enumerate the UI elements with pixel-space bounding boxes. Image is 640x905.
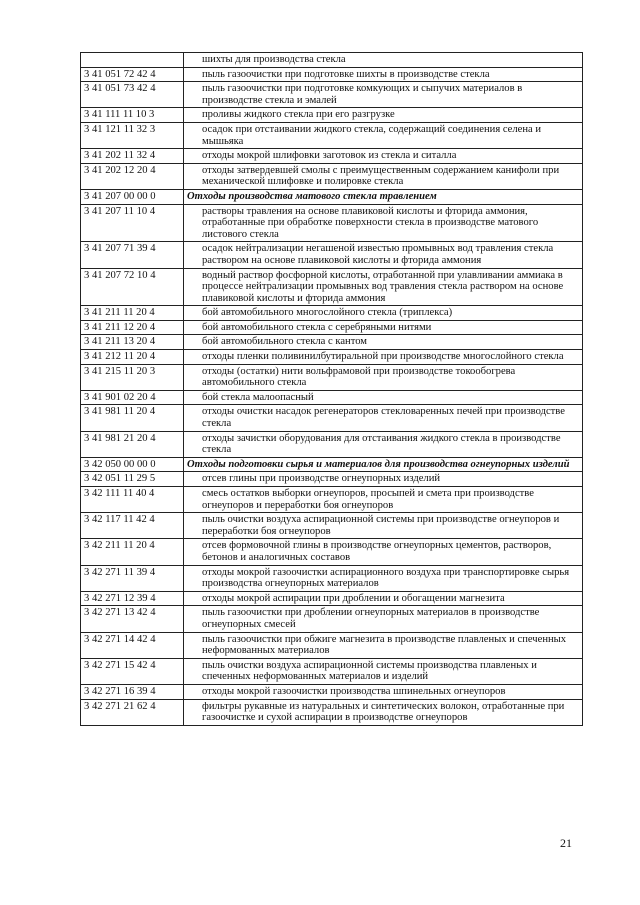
- waste-description-cell: пыль газоочистки при подготовке шихты в производстве стекла: [184, 67, 583, 82]
- waste-description-cell: осадок нейтрализации негашеной известью промывных вод травления стекла раствором на основе плавиковой кислоты и фторида аммония: [184, 242, 583, 268]
- waste-description-cell: отходы зачистки оборудования для отстаивания жидкого стекла в производстве стекла: [184, 431, 583, 457]
- waste-code-cell: 3 42 051 11 29 5: [81, 472, 184, 487]
- waste-description-cell: отсев формовочной глины в производстве огнеупорных цементов, растворов, бетонов и аналогичных составов: [184, 539, 583, 565]
- table-row: [81, 82, 583, 108]
- waste-code-cell: 3 41 981 11 20 4: [81, 405, 184, 431]
- waste-code-cell: 3 41 207 11 10 4: [81, 204, 184, 242]
- waste-code-cell: 3 41 202 12 20 4: [81, 163, 184, 189]
- page-number: 21: [560, 836, 572, 850]
- waste-code-cell: 3 41 215 11 20 3: [81, 364, 184, 390]
- waste-description-cell: бой автомобильного многослойного стекла (триплекса): [184, 306, 583, 321]
- waste-description-cell: пыль газоочистки при подготовке комкующих и сыпучих материалов в производстве стекла и эмалей: [184, 82, 583, 108]
- waste-description-cell: пыль газоочистки при дроблении огнеупорных материалов в производстве огнеупорных смесей: [184, 606, 583, 632]
- table-row: [81, 67, 583, 82]
- waste-code-cell: 3 41 202 11 32 4: [81, 149, 184, 164]
- waste-code-cell: 3 41 051 72 42 4: [81, 67, 184, 82]
- waste-description-cell: бой автомобильного стекла с кантом: [184, 335, 583, 350]
- table-row: [81, 405, 583, 431]
- waste-description-cell: отходы мокрой шлифовки заготовок из стекла и ситалла: [184, 149, 583, 164]
- table-row: [81, 487, 583, 513]
- waste-code-cell: 3 42 271 11 39 4: [81, 565, 184, 591]
- table-body: [81, 53, 583, 726]
- waste-description-cell: смесь остатков выборки огнеупоров, просыпей и смета при производстве огнеупоров и переработки боя огнеупоров: [184, 487, 583, 513]
- waste-description-cell: пыль очистки воздуха аспирационной системы при производстве огнеупоров и переработки боя огнеупоров: [184, 513, 583, 539]
- table-row: [81, 335, 583, 350]
- table-row: [81, 565, 583, 591]
- waste-code-cell: 3 42 271 15 42 4: [81, 658, 184, 684]
- waste-code-cell: 3 41 121 11 32 3: [81, 122, 184, 148]
- waste-description-cell: шихты для производства стекла: [184, 53, 583, 68]
- waste-code-cell: 3 41 207 72 10 4: [81, 268, 184, 306]
- waste-code-cell: 3 42 271 14 42 4: [81, 632, 184, 658]
- waste-code-cell: 3 41 211 13 20 4: [81, 335, 184, 350]
- table-row: [81, 658, 583, 684]
- table-row: [81, 364, 583, 390]
- table-group-row: [81, 189, 583, 204]
- waste-description-cell: отходы (остатки) нити вольфрамовой при производстве токообогрева автомобильного стекла: [184, 364, 583, 390]
- waste-description-cell: бой стекла малоопасный: [184, 390, 583, 405]
- waste-description-cell: бой автомобильного стекла с серебряными нитями: [184, 320, 583, 335]
- waste-code-cell: 3 41 211 11 20 4: [81, 306, 184, 321]
- waste-description-cell: растворы травления на основе плавиковой кислоты и фторида аммония, отработанные при обработке поверхности стекла в производстве матового листового стекла: [184, 204, 583, 242]
- waste-description-cell: пыль газоочистки при обжиге магнезита в производстве плавленых и спеченных неформованных материалов: [184, 632, 583, 658]
- waste-code-cell: 3 41 981 21 20 4: [81, 431, 184, 457]
- table-row: [81, 306, 583, 321]
- waste-code-cell: 3 42 211 11 20 4: [81, 539, 184, 565]
- waste-code-cell: [81, 53, 184, 68]
- waste-classification-table: [80, 52, 583, 726]
- waste-code-cell: 3 42 271 16 39 4: [81, 684, 184, 699]
- table-row: [81, 472, 583, 487]
- waste-code-cell: 3 41 211 12 20 4: [81, 320, 184, 335]
- waste-description-cell: отходы очистки насадок регенераторов стекловаренных печей при производстве стекла: [184, 405, 583, 431]
- waste-description-cell: проливы жидкого стекла при его разгрузке: [184, 108, 583, 123]
- waste-code-cell: 3 42 050 00 00 0: [81, 457, 184, 472]
- table-row: [81, 350, 583, 365]
- waste-code-cell: 3 42 271 21 62 4: [81, 699, 184, 725]
- table-row: [81, 684, 583, 699]
- table-row: [81, 122, 583, 148]
- table-row: [81, 591, 583, 606]
- waste-description-cell: отходы мокрой аспирации при дроблении и обогащении магнезита: [184, 591, 583, 606]
- waste-code-cell: 3 41 207 71 39 4: [81, 242, 184, 268]
- table-row: [81, 163, 583, 189]
- waste-code-cell: 3 41 111 11 10 3: [81, 108, 184, 123]
- waste-code-cell: 3 41 212 11 20 4: [81, 350, 184, 365]
- waste-description-cell: отходы мокрой газоочистки производства шпинельных огнеупоров: [184, 684, 583, 699]
- waste-description-cell: отходы пленки поливинилбутиральной при производстве многослойного стекла: [184, 350, 583, 365]
- table-row: [81, 204, 583, 242]
- waste-description-cell: Отходы производства матового стекла травлением: [184, 189, 583, 204]
- waste-code-cell: 3 41 207 00 00 0: [81, 189, 184, 204]
- table-group-row: [81, 457, 583, 472]
- table-row: [81, 699, 583, 725]
- waste-code-cell: 3 42 271 13 42 4: [81, 606, 184, 632]
- table-row: [81, 539, 583, 565]
- waste-description-cell: отсев глины при производстве огнеупорных изделий: [184, 472, 583, 487]
- table-row: [81, 320, 583, 335]
- table-row: [81, 513, 583, 539]
- waste-description-cell: фильтры рукавные из натуральных и синтетических волокон, отработанные при газоочистке и сухой аспирации в производстве огнеупоров: [184, 699, 583, 725]
- table-row: [81, 108, 583, 123]
- waste-code-cell: 3 41 051 73 42 4: [81, 82, 184, 108]
- waste-description-cell: осадок при отстаивании жидкого стекла, содержащий соединения селена и мышьяка: [184, 122, 583, 148]
- table-row: [81, 431, 583, 457]
- table-row: [81, 149, 583, 164]
- table-row: [81, 268, 583, 306]
- waste-description-cell: Отходы подготовки сырья и материалов для производства огнеупорных изделий: [184, 457, 583, 472]
- table-row: [81, 390, 583, 405]
- waste-description-cell: водный раствор фосфорной кислоты, отработанной при улавливании аммиака в процессе нейтрализации промывных вод травления стекла раствором на основе плавиковой кислоты и фторида аммония: [184, 268, 583, 306]
- waste-description-cell: отходы мокрой газоочистки аспирационного воздуха при транспортировке сырья производства огнеупорных материалов: [184, 565, 583, 591]
- waste-code-cell: 3 42 271 12 39 4: [81, 591, 184, 606]
- waste-description-cell: отходы затвердевшей смолы с преимущественным содержанием канифоли при механической шлифовке и полировке стекла: [184, 163, 583, 189]
- table-row: [81, 606, 583, 632]
- table-row: [81, 53, 583, 68]
- waste-code-cell: 3 42 117 11 42 4: [81, 513, 184, 539]
- waste-code-cell: 3 41 901 02 20 4: [81, 390, 184, 405]
- waste-code-cell: 3 42 111 11 40 4: [81, 487, 184, 513]
- table-row: [81, 242, 583, 268]
- waste-description-cell: пыль очистки воздуха аспирационной системы производства плавленых и спеченных неформованных материалов и изделий: [184, 658, 583, 684]
- table-row: [81, 632, 583, 658]
